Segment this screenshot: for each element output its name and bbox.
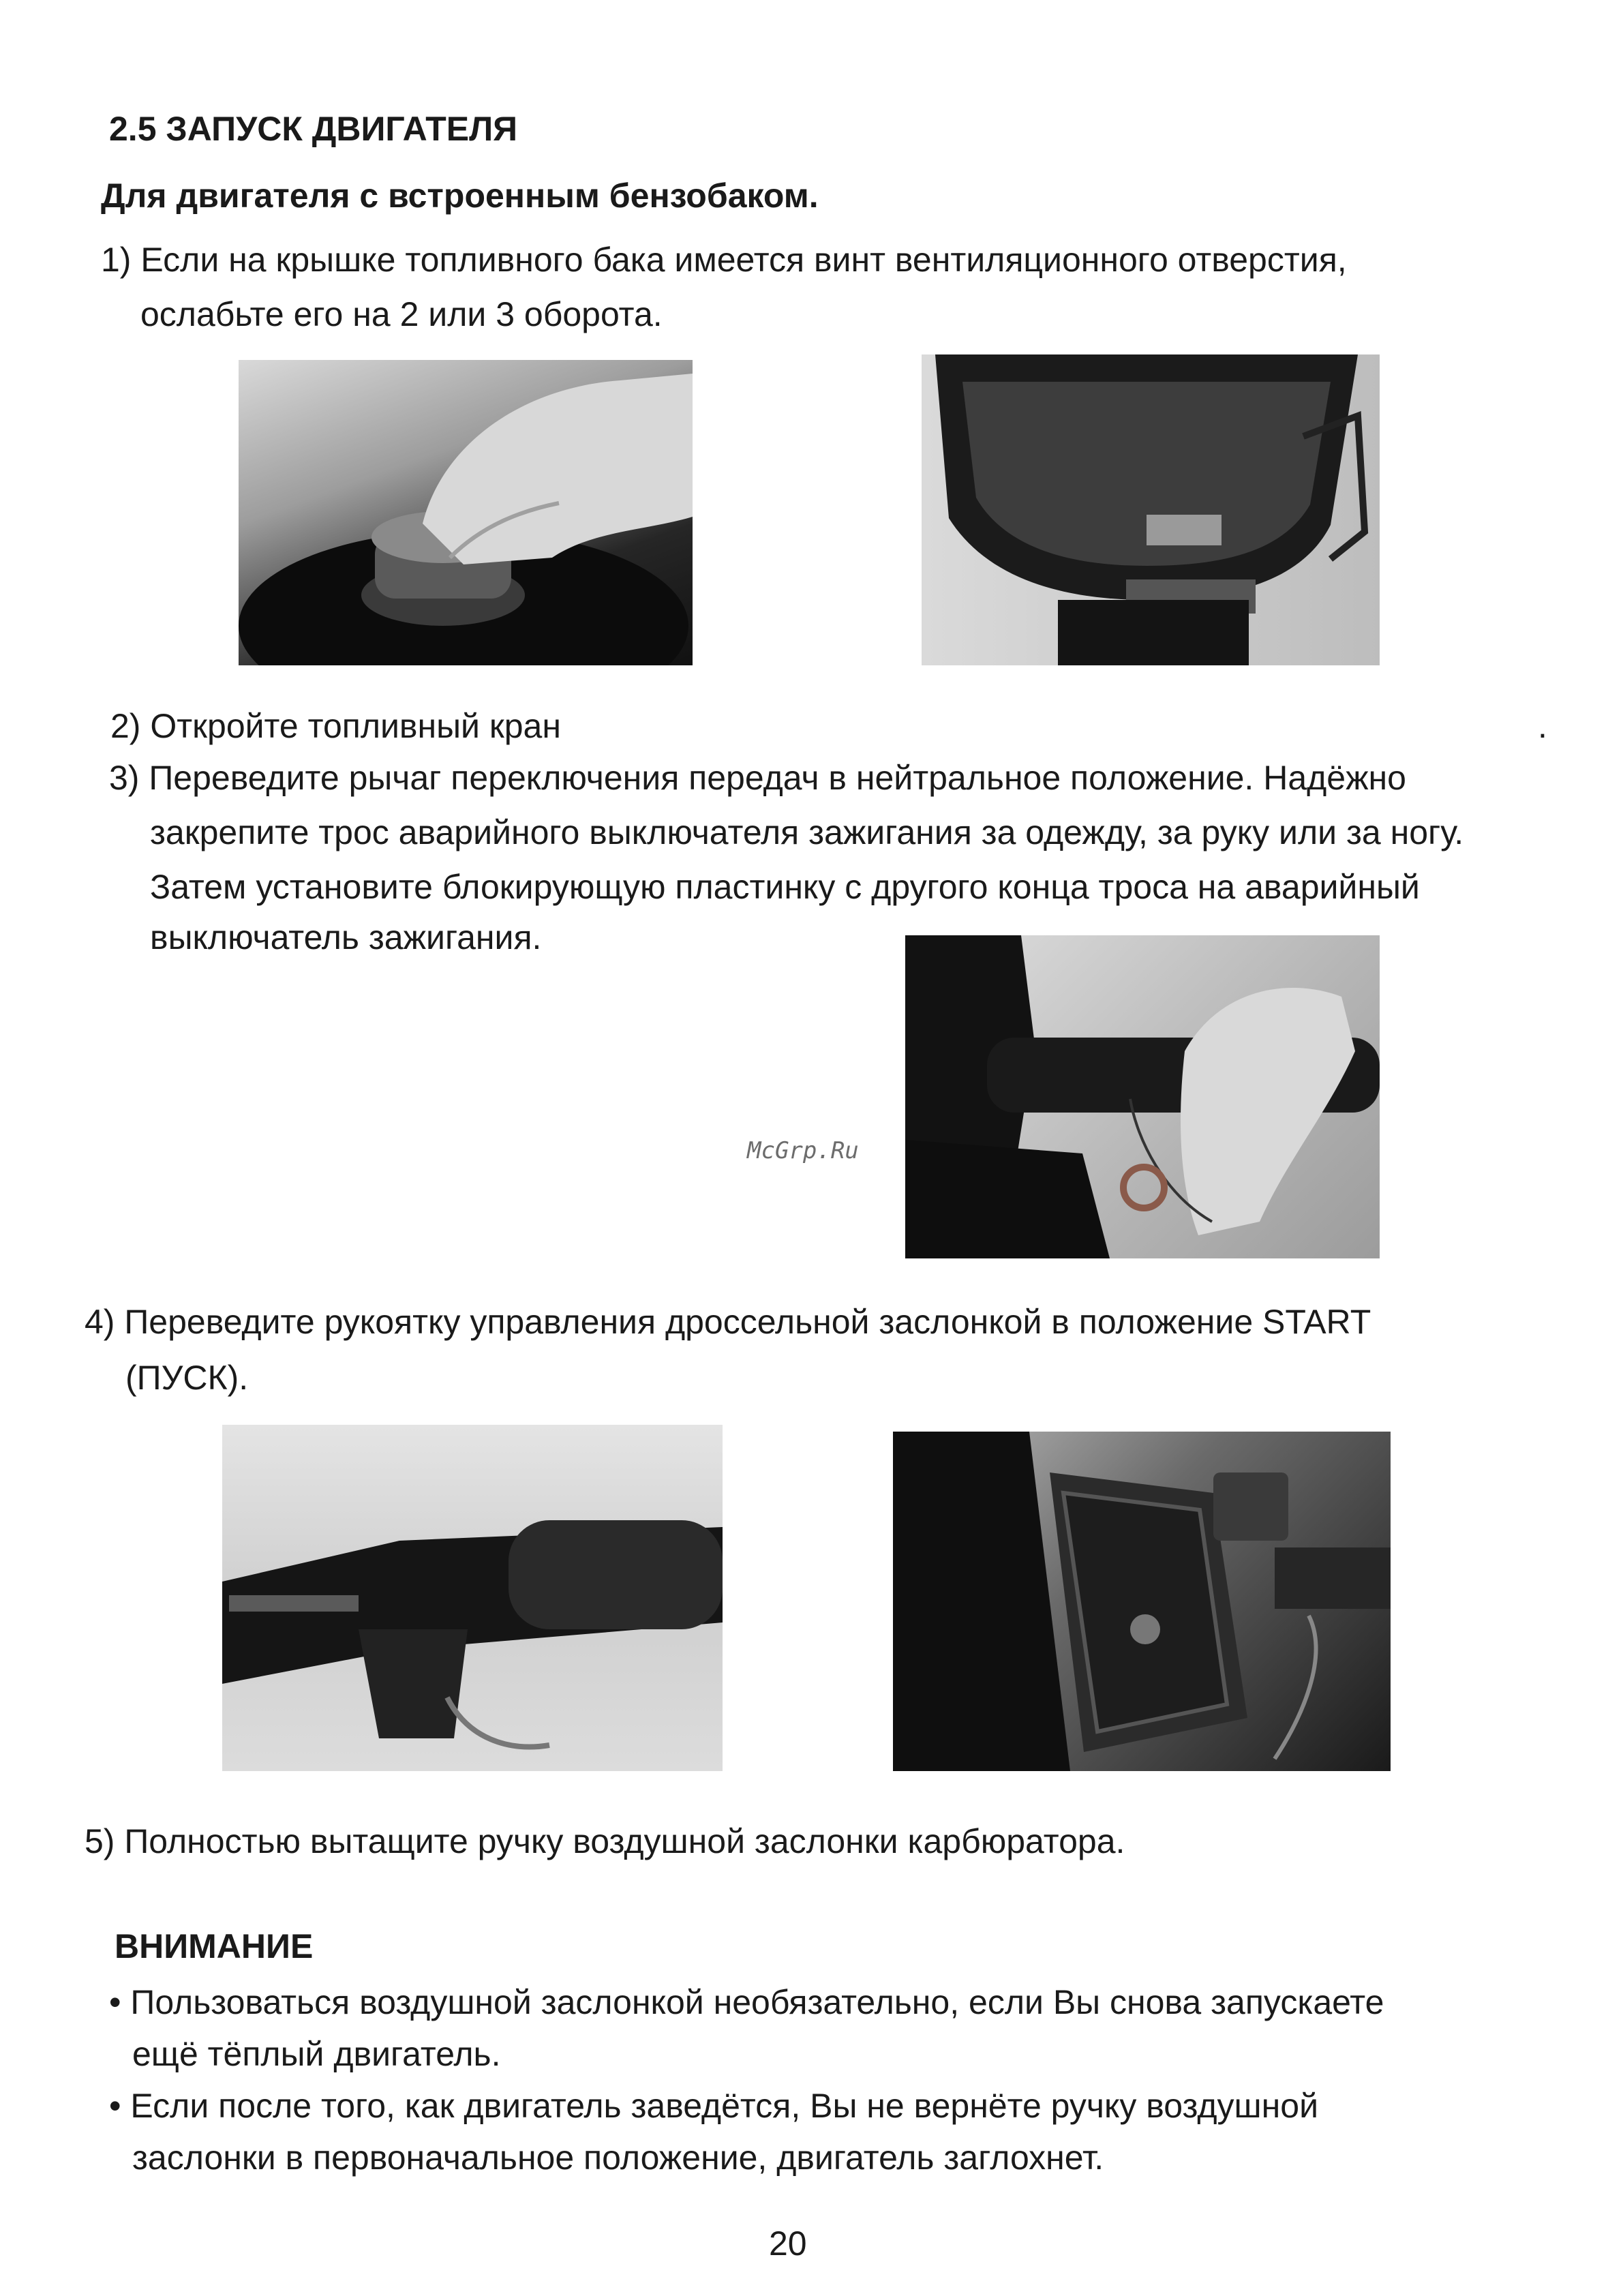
photo-engine-cowling [922, 354, 1380, 665]
step-4-line-2: (ПУСК). [125, 1359, 249, 1397]
step-1-line-2: ослабьте его на 2 или 3 оборота. [140, 295, 663, 333]
step-3-line-4: выключатель зажигания. [150, 918, 542, 956]
photo-throttle-grip [222, 1425, 723, 1771]
step-4-line-1: 4) Переведите рукоятку управления дроссельной заслонкой в положение START [85, 1303, 1371, 1341]
photo-fuel-cap-hand [239, 360, 693, 665]
step-3-line-3: Затем установите блокирующую пластинку с другого конца троса на аварийный [150, 868, 1420, 906]
watermark: McGrp.Ru [747, 1137, 859, 1164]
section-subtitle: Для двигателя с встроенным бензобаком. [101, 177, 819, 215]
section-title: 2.5 ЗАПУСК ДВИГАТЕЛЯ [109, 110, 518, 148]
step-5: 5) Полностью вытащите ручку воздушной заслонки карбюратора. [85, 1822, 1125, 1860]
attention-bullet-1-line-2: ещё тёплый двигатель. [132, 2035, 501, 2073]
photo-engine-cowling-art [922, 354, 1380, 665]
attention-bullet-2-line-1: • Если после того, как двигатель заведётся, Вы не вернёте ручку воздушной [109, 2087, 1318, 2125]
photo-kill-switch-lanyard [905, 935, 1380, 1258]
attention-bullet-2-line-2: заслонки в первоначальное положение, двигатель заглохнет. [132, 2139, 1104, 2177]
attention-title: ВНИМАНИЕ [115, 1927, 314, 1965]
photo-engine-start-knob-art [893, 1432, 1391, 1771]
photo-fuel-cap-hand-art [239, 360, 693, 665]
photo-engine-start-knob [893, 1432, 1391, 1771]
page-number: 20 [769, 2224, 807, 2263]
photo-kill-switch-lanyard-art [905, 935, 1380, 1258]
step-1-line-1: 1) Если на крышке топливного бака имеется винт вентиляционного отверстия, [101, 241, 1347, 279]
step-2-dot: . [1538, 707, 1547, 745]
photo-throttle-grip-art [222, 1425, 723, 1771]
attention-bullet-1-line-1: • Пользоваться воздушной заслонкой необязательно, если Вы снова запускаете [109, 1983, 1384, 2021]
step-3-line-1: 3) Переведите рычаг переключения передач в нейтральное положение. Надёжно [109, 759, 1406, 797]
step-3-line-2: закрепите трос аварийного выключателя зажигания за одежду, за руку или за ногу. [150, 813, 1464, 851]
step-2: 2) Откройте топливный кран [110, 707, 561, 745]
